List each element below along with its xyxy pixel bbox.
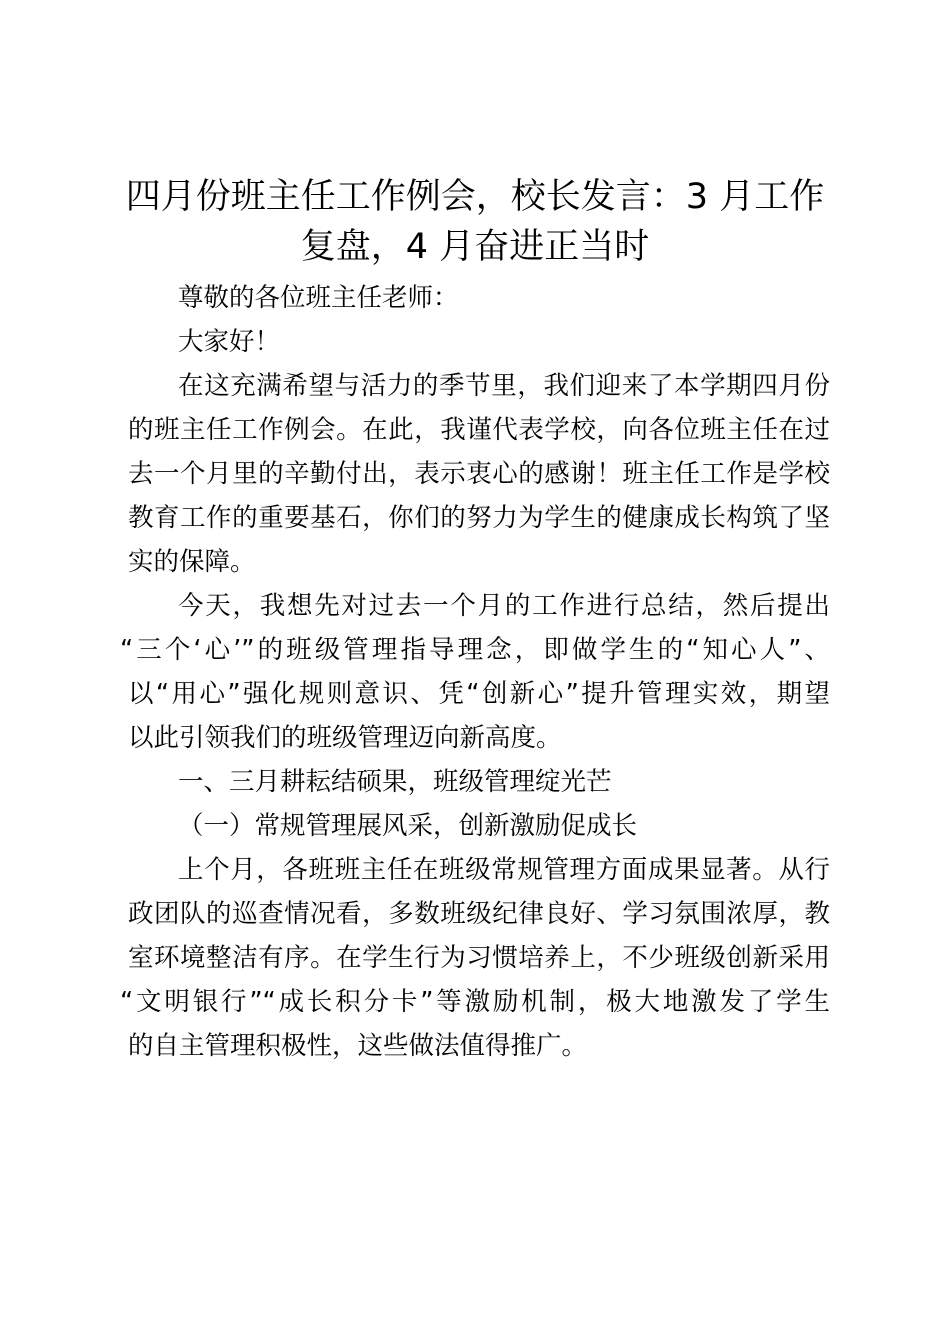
paragraph-1-line-5: 实的保障。 — [128, 547, 256, 577]
paragraph-1-line-3: 去一个月里的辛勤付出，表示衷心的感谢！班主任工作是学校 — [128, 459, 830, 489]
greeting: 大家好！ — [178, 327, 281, 357]
title-line-2: 复盘，4 月奋进正当时 — [300, 227, 650, 267]
paragraph-3-line-3: 室环境整洁有序。在学生行为习惯培养上，不少班级创新采用 — [128, 943, 830, 973]
title-line-1: 四月份班主任工作例会，校长发言：3 月工作 — [125, 177, 825, 217]
paragraph-2-line-1: 今天，我想先对过去一个月的工作进行总结，然后提出 — [178, 591, 830, 621]
paragraph-2-line-2: “三个‘心’”的班级管理指导理念，即做学生的“知心人”、 — [120, 635, 830, 665]
subsection-heading-1: （一）常规管理展风采，创新激励促成长 — [178, 811, 638, 841]
salutation: 尊敬的各位班主任老师： — [178, 283, 459, 313]
paragraph-2-line-3: 以“用心”强化规则意识、凭“创新心”提升管理实效，期望 — [128, 679, 830, 709]
paragraph-1-line-1: 在这充满希望与活力的季节里，我们迎来了本学期四月份 — [178, 371, 830, 401]
document-title — [120, 172, 830, 272]
section-heading-1: 一、三月耕耘结硕果，班级管理绽光芒 — [178, 767, 612, 797]
paragraph-3-line-1: 上个月，各班班主任在班级常规管理方面成果显著。从行 — [178, 855, 830, 885]
document-body — [120, 276, 830, 1068]
paragraph-1-line-2: 的班主任工作例会。在此，我谨代表学校，向各位班主任在过 — [128, 415, 830, 445]
paragraph-3-line-5: 的自主管理积极性，这些做法值得推广。 — [128, 1031, 588, 1061]
paragraph-3-line-4: “文明银行”“成长积分卡”等激励机制，极大地激发了学生 — [120, 987, 830, 1017]
paragraph-1-line-4: 教育工作的重要基石，你们的努力为学生的健康成长构筑了坚 — [128, 503, 830, 533]
paragraph-3-line-2: 政团队的巡查情况看，多数班级纪律良好、学习氛围浓厚，教 — [128, 899, 830, 929]
paragraph-2-line-4: 以此引领我们的班级管理迈向新高度。 — [128, 723, 562, 753]
